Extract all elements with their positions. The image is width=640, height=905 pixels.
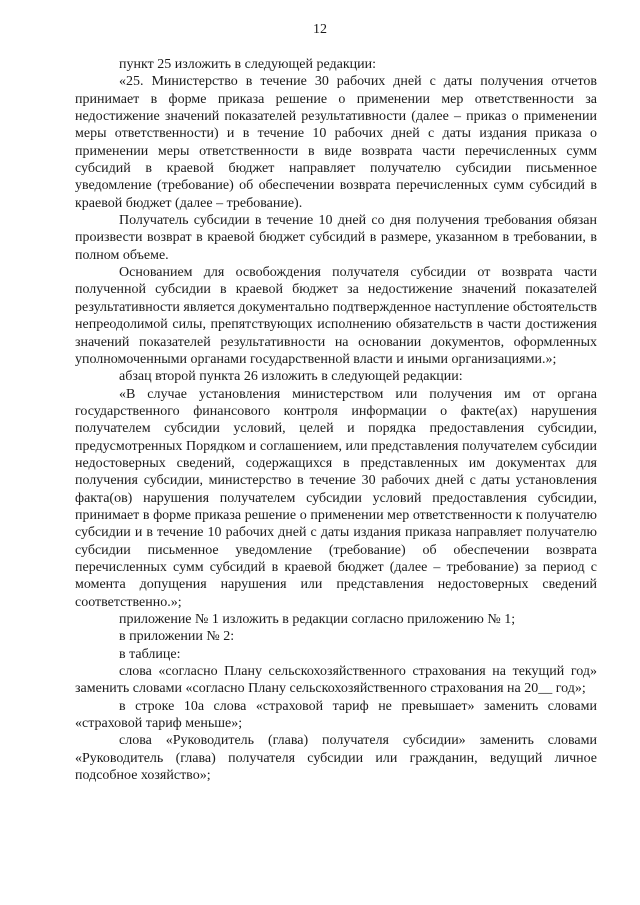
paragraph-force-majeure: Основанием для освобождения получателя субсидии от возврата части полученной субсидии в краевой бюджет за недостижение значений показателей результативности является документально подтвержденное наступление обстоятельств непреодолимой силы, препятствующих исполнению обязательств в части достижения значений показателей результативности на основании документов, оформленных уполномоченными органами государственной власти и иными организациями.»; — [75, 265, 597, 367]
paragraph-item-26-text: «В случае установления министерством или получения им от органа государственного финансового контроля информации о факте(ах) нарушения получателем субсидии условий, целей и порядка предоставления субсидии, предусмотренных Порядком и соглашением, или представления получателем субсидии недостоверных сведений, содержащихся в представленных им документах для получения субсидии, министерство в течение 30 рабочих дней с даты установления факта(ов) нарушения получателем субсидии условий предоставления субсидии, принимает в форме приказа решение о применении мер ответственности к получателю субсидии и в течение 10 рабочих дней с даты издания приказа направляет получателю субсидии письменное уведомление (требование) об обеспечении возврата перечисленных сумм субсидий в краевой бюджет (далее – требование) за период с момента допущения нарушения или представления недостоверных сведений соответственно.»; — [75, 386, 597, 610]
document-body — [75, 56, 597, 784]
paragraph-refund-obligation: Получатель субсидии в течение 10 дней со дня получения требования обязан произвести возврат в краевой бюджет субсидий в размере, указанном в требовании, в полном объеме. — [75, 213, 597, 263]
paragraph-appendix-1: приложение № 1 изложить в редакции согласно приложению № 1; — [119, 612, 516, 627]
paragraph-appendix-2: в приложении № 2: — [119, 629, 235, 645]
paragraph-amend-item-26-intro: абзац второй пункта 26 изложить в следующей редакции: — [119, 369, 463, 385]
paragraph-insurance-plan: слова «согласно Плану сельскохозяйственного страхования на текущий год» заменить словами «согласно Плану сельскохозяйственного страхования на 20__ год»; — [75, 664, 597, 697]
paragraph-line-10a: в строке 10а слова «страховой тариф не превышает» заменить словами «страховой тариф меньше»; — [75, 698, 597, 732]
paragraph-head-of-recipient: слова «Руководитель (глава) получателя субсидии» заменить словами «Руководитель (глава) получателя субсидии или гражданин, ведущий личное подсобное хозяйство»; — [75, 733, 597, 784]
paragraph-item-25-text: «25. Министерство в течение 30 рабочих дней с даты получения отчетов принимает в форме приказа решение о применении мер ответственности за недостижение значений показателей результативности (далее – приказ о применении меры ответственности) и в течение 10 рабочих дней с даты издания приказа о применении меры ответственности в виде возврата части перечисленных сумм субсидий в краевой бюджет направляет получателю субсидии письменное уведомление (требование) об обеспечении возврата перечисленных сумм субсидий в краевой бюджет (далее – требование). — [75, 74, 597, 211]
paragraph-in-table: в таблице: — [119, 646, 181, 662]
page-number: 12 — [313, 22, 327, 37]
paragraph-amend-item-25-intro: пункт 25 изложить в следующей редакции: — [119, 57, 376, 72]
